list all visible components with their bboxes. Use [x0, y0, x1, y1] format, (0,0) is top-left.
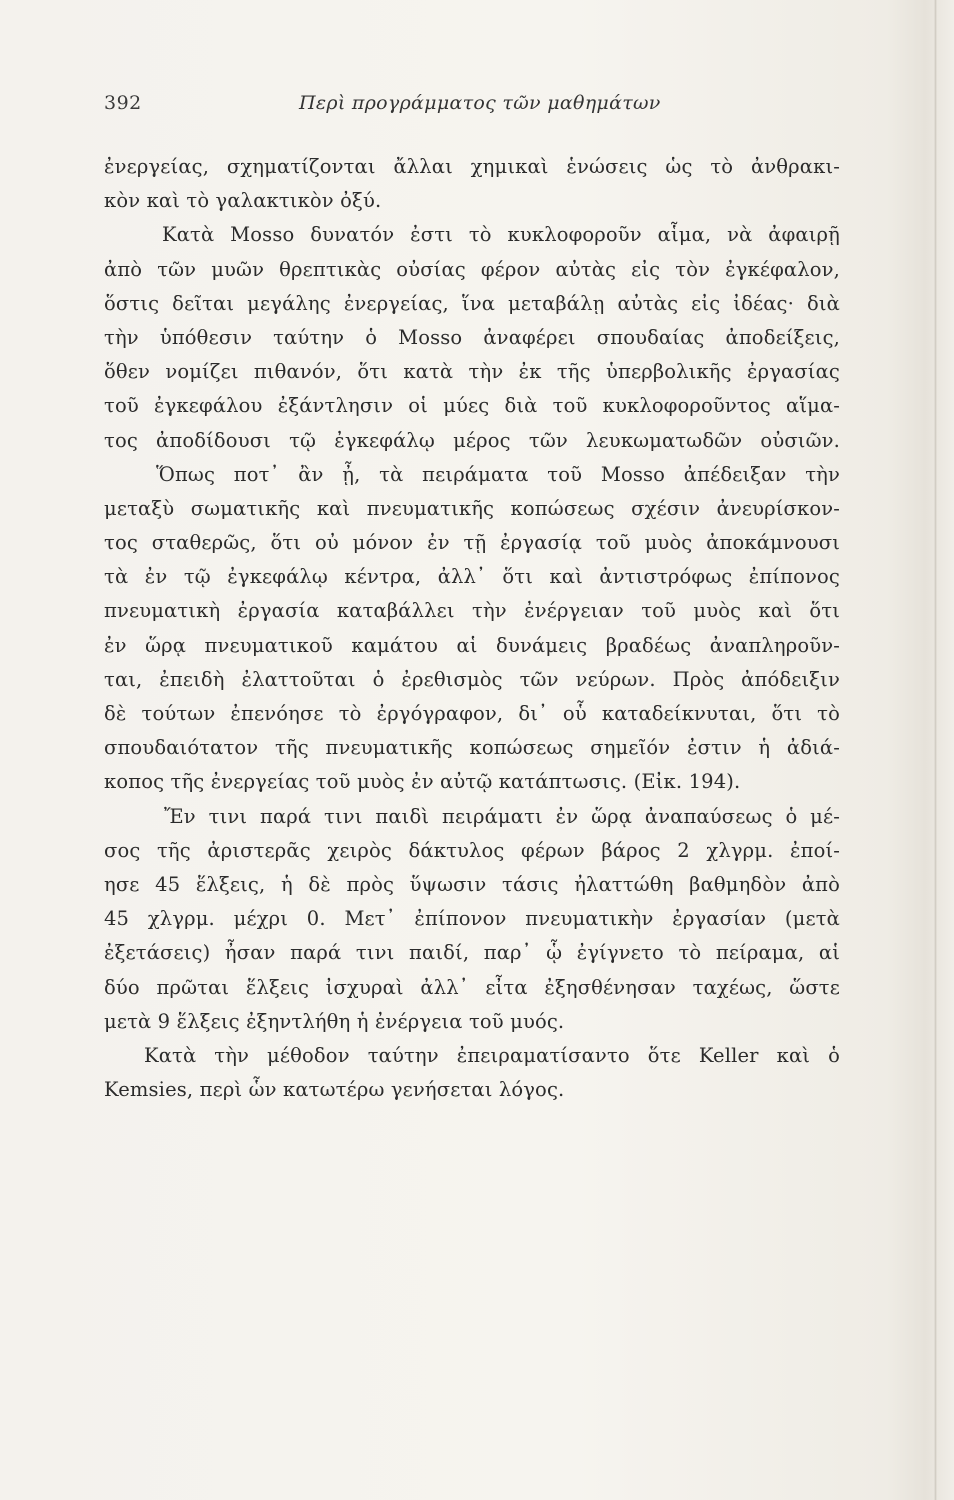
text-line: δὲ τούτων ἐπενόησε τὸ ἐργόγραφον, δι᾽ οὗ καταδείκνυται, ὅτι τὸ	[104, 702, 840, 725]
page-number: 392	[104, 92, 142, 114]
page-gutter-shadow	[934, 0, 937, 1500]
text-line: Kemsies, περὶ ὧν κατωτέρω γενήσεται λόγος.	[104, 1078, 565, 1102]
text-line: πνευματικὴ ἐργασία καταβάλλει τὴν ἐνέργειαν τοῦ μυὸς καὶ ὅτι	[104, 599, 840, 623]
text-line: Ὅπως ποτ᾽ ἂν ᾖ, τὰ πειράματα τοῦ Mosso ἀπέδειξαν τὴν	[156, 462, 840, 486]
text-line: 45 χλγρμ. μέχρι 0. Μετ᾽ ἐπίπονον πνευματικὴν ἐργασίαν (μετὰ	[104, 907, 840, 931]
text-line: τὰ ἐν τῷ ἐγκεφάλῳ κέντρα, ἀλλ᾽ ὅτι καὶ ἀντιστρόφως ἐπίπονος	[104, 565, 840, 589]
text-line: Κατὰ Mosso δυνατόν ἐστι τὸ κυκλοφοροῦν αἷμα, νὰ ἀφαιρῇ	[162, 223, 840, 247]
running-title: Περὶ προγράμματος τῶν μαθημάτων	[299, 92, 661, 114]
text-line: ἐν ὥρᾳ πνευματικοῦ καμάτου αἱ δυνάμεις βραδέως ἀναπληροῦν-	[104, 633, 840, 657]
text-line: κοπος τῆς ἐνεργείας τοῦ μυὸς ἐν αὐτῷ κατάπτωσις. (Εἰκ. 194).	[104, 770, 741, 794]
text-line: τος σταθερῶς, ὅτι οὐ μόνον ἐν τῇ ἐργασίᾳ τοῦ μυὸς ἀποκάμνουσι	[104, 531, 840, 555]
text-line: τοῦ ἐγκεφάλου ἐξάντλησιν οἱ μύες διὰ τοῦ κυκλοφοροῦντος αἵμα-	[104, 394, 840, 418]
text-line: ἐξετάσεις) ἦσαν παρά τινι παιδί, παρ᾽ ᾧ ἐγίγνετο τὸ πείραμα, αἱ	[104, 941, 840, 965]
text-line: μεταξὺ σωματικῆς καὶ πνευματικῆς κοπώσεως σχέσιν ἀνευρίσκον-	[104, 496, 840, 520]
text-line: τὴν ὑπόθεσιν ταύτην ὁ Mosso ἀναφέρει σπουδαίας ἀποδείξεις,	[104, 325, 840, 349]
text-line: μετὰ 9 ἕλξεις ἐξηντλήθη ἡ ἐνέργεια τοῦ μυός.	[104, 1009, 565, 1033]
text-line: ἐνεργείας, σχηματίζονται ἄλλαι χημικαὶ ἑνώσεις ὡς τὸ ἀνθρακι-	[104, 155, 840, 178]
text-line: τος ἀποδίδουσι τῷ ἐγκεφάλῳ μέρος τῶν λευκωματωδῶν οὐσιῶν.	[104, 428, 840, 452]
text-line: ὅστις δεῖται μεγάλης ἐνεργείας, ἵνα μεταβάλῃ αὐτὰς εἰς ἰδέας· διὰ	[104, 291, 840, 315]
body-text	[104, 150, 840, 1107]
text-line: σος τῆς ἀριστερᾶς χειρὸς δάκτυλος φέρων βάρος 2 χλγρμ. ἐποί-	[104, 838, 840, 862]
page-header	[104, 92, 840, 122]
text-line: σπουδαιότατον τῆς πνευματικῆς κοπώσεως σημεῖόν ἐστιν ἡ ἀδιά-	[104, 736, 840, 760]
text-line: κὸν καὶ τὸ γαλακτικὸν ὀξύ.	[104, 189, 382, 213]
text-line: ται, ἐπειδὴ ἐλαττοῦται ὁ ἐρεθισμὸς τῶν νεύρων. Πρὸς ἀπόδειξιν	[104, 667, 840, 691]
text-line: Κατὰ τὴν μέθοδον ταύτην ἐπειραματίσαντο ὅτε Keller καὶ ὁ	[144, 1043, 840, 1067]
text-line: ησε 45 ἕλξεις, ἡ δὲ πρὸς ὕψωσιν τάσις ἠλαττώθη βαθμηδὸν ἀπὸ	[104, 872, 840, 896]
text-line: δύο πρῶται ἕλξεις ἰσχυραὶ ἀλλ᾽ εἶτα ἐξησθένησαν ταχέως, ὥστε	[104, 975, 840, 999]
text-line: Ἔν τινι παρά τινι παιδὶ πειράματι ἐν ὥρᾳ ἀναπαύσεως ὁ μέ-	[164, 804, 840, 828]
text-line: ἀπὸ τῶν μυῶν θρεπτικὰς οὐσίας φέρον αὐτὰς εἰς τὸν ἐγκέφαλον,	[104, 257, 840, 281]
text-line: ὅθεν νομίζει πιθανόν, ὅτι κατὰ τὴν ἐκ τῆς ὑπερβολικῆς ἐργασίας	[104, 360, 840, 384]
